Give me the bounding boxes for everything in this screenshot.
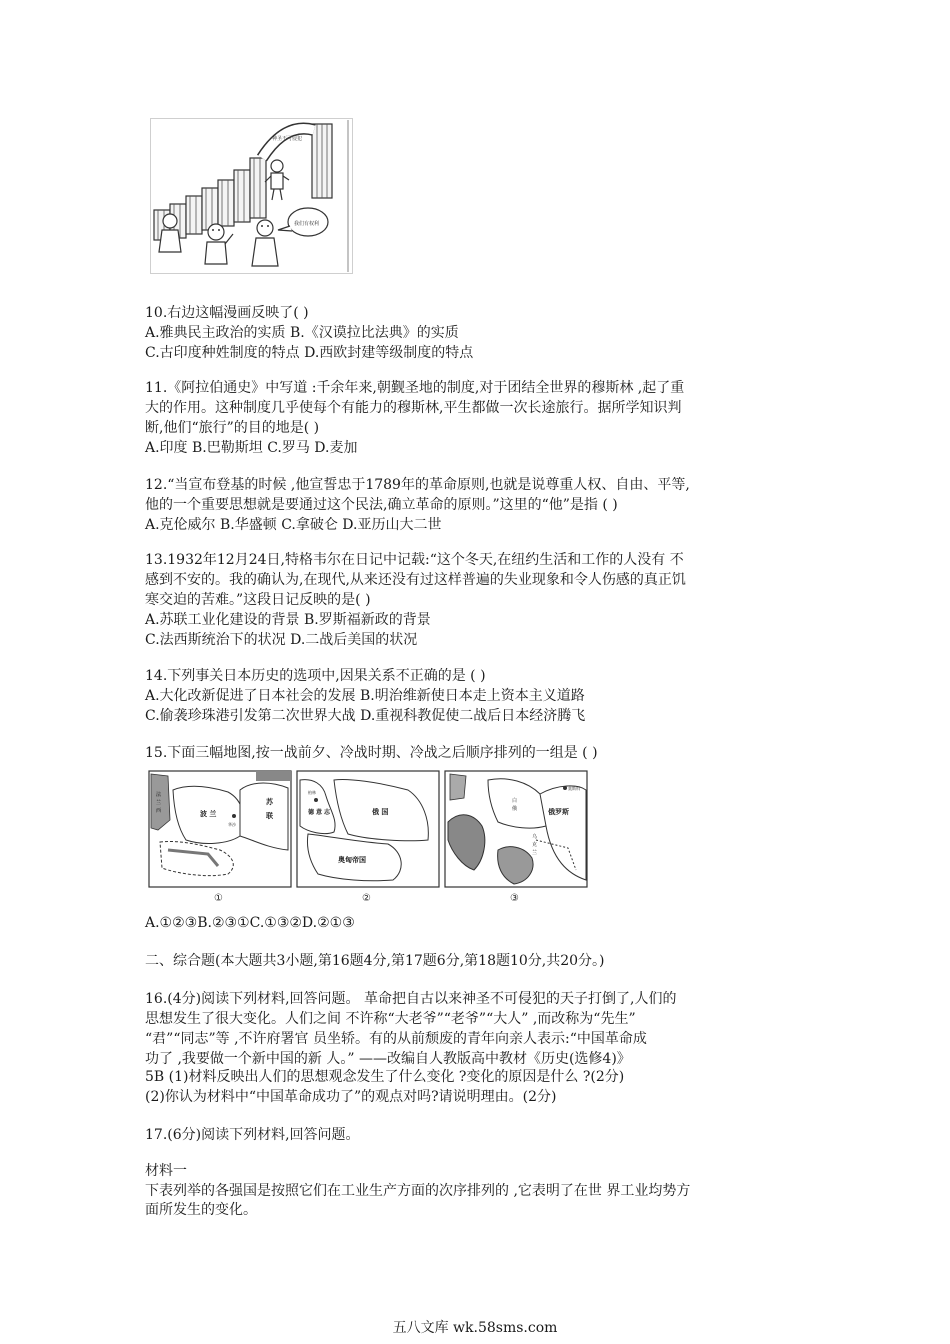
q13-line-2: 感到不安的。我的确认为,在现代,从来还没有过这样普遍的失业现象和令人伤感的真正饥 <box>145 572 686 588</box>
q10-options-1: A.雅典民主政治的实质 B.《汉谟拉比法典》的实质 <box>145 325 459 341</box>
q14-stem: 14.下列事关日本历史的选项中,因果关系不正确的是 ( ) <box>145 668 486 684</box>
map-1-label: 西 <box>156 808 162 814</box>
map-1-label: 波 兰 <box>200 810 217 818</box>
map-1-label: 法 <box>156 792 162 798</box>
map-3 <box>445 771 587 904</box>
q17-line-2: 面所发生的变化。 <box>145 1202 257 1218</box>
map-1-label: 苏 <box>266 798 273 806</box>
map-3-label: 莫斯科 <box>568 786 580 791</box>
q14-options-2: C.偷袭珍珠港引发第二次世界大战 D.重视科教促使二战后日本经济腾飞 <box>145 708 586 724</box>
q11-options: A.印度 B.巴勒斯坦 C.罗马 D.麦加 <box>145 440 358 456</box>
q15-stem: 15.下面三幅地图,按一战前夕、冷战时期、冷战之后顺序排列的一组是 ( ) <box>145 745 598 761</box>
q13-options-1: A.苏联工业化建设的背景 B.罗斯福新政的背景 <box>145 612 431 628</box>
map-1-label: 兰 <box>156 800 162 806</box>
cartoon-illustration <box>150 118 353 274</box>
q16-line-4: 功了 ,我要做一个新中国的新 人。” ——改编自人教版高中教材《历史(选修4)》 <box>145 1051 631 1067</box>
q15-options: A.①②③B.②③①C.①③②D.②①③ <box>145 915 355 931</box>
q11-line-2: 大的作用。这种制度几乎使每个有能力的穆斯林,平生都做一次长途旅行。据所学知识判 <box>145 400 682 416</box>
q11-line-3: 断,他们“旅行”的目的地是( ) <box>145 420 320 436</box>
q17-line-1: 下表列举的各强国是按照它们在工业生产方面的次序排列的 ,它表明了在世 界工业均势方 <box>145 1183 691 1199</box>
map-2 <box>297 771 439 904</box>
q12-line-2: 他的一个重要思想就是要通过这个民法,确立革命的原则。”这里的“他”是指 ( ) <box>145 497 618 513</box>
map-3-label: 兰 <box>532 850 538 856</box>
q13-line-1: 13.1932年12月24日,特格韦尔在日记中记载:“这个冬天,在纽约生活和工作的人没有 不 <box>145 552 684 568</box>
q11-line-1: 11.《阿拉伯通史》中写道 :千余年来,朝觐圣地的制度,对于团结全世界的穆斯林 ,起了重 <box>145 380 685 396</box>
map-1 <box>149 771 291 904</box>
q16-line-3: “君”“同志”等 ,不许府署官 员坐轿。有的从前颓废的青年向亲人表示:“中国革命成 <box>145 1031 647 1047</box>
q14-options-1: A.大化改新促进了日本社会的发展 B.明治维新使日本走上资本主义道路 <box>145 688 585 704</box>
q12-options: A.克伦威尔 B.华盛顿 C.拿破仑 D.亚历山大二世 <box>145 517 442 533</box>
map-3-label: 俄罗斯 <box>548 808 569 816</box>
map-3-label: 俄 <box>512 806 518 812</box>
q13-options-2: C.法西斯统治下的状况 D.二战后美国的状况 <box>145 632 418 648</box>
q10-options-2: C.古印度种姓制度的特点 D.西欧封建等级制度的特点 <box>145 345 474 361</box>
cartoon-banner-text: 神圣不可侵犯 <box>272 136 303 142</box>
map-3-label: 克 <box>532 842 538 848</box>
map-1-label: 联 <box>266 812 273 820</box>
map-2-label: 俄 国 <box>372 808 389 816</box>
q16-line-1: 16.(4分)阅读下列材料,回答问题。 革命把自古以来神圣不可侵犯的天子打倒了,人们的 <box>145 991 677 1007</box>
q10-stem: 10.右边这幅漫画反映了( ) <box>145 305 309 321</box>
map-2-label: 德 <box>308 809 315 816</box>
map-3-label: 白 <box>512 798 518 804</box>
cartoon-bubble-text: 我们有权利 <box>294 221 320 227</box>
map-2-label: 意 <box>316 809 323 816</box>
q16-line-6: (2)你认为材料中“中国革命成功了”的观点对吗?请说明理由。(2分) <box>145 1089 557 1105</box>
section-2-title: 二、综合题(本大题共3小题,第16题4分,第17题6分,第18题10分,共20分。) <box>145 953 605 969</box>
map-2-label: 柏林 <box>308 790 316 795</box>
q16-line-2: 思想发生了很大变化。人们之间 不许称“大老爷”“老爷”“大人” ,而改称为“先生” <box>145 1011 636 1027</box>
map-2-label: 奥匈帝国 <box>338 856 366 864</box>
q17-stem: 17.(6分)阅读下列材料,回答问题。 <box>145 1127 360 1143</box>
map-1-caption: ① <box>214 893 223 904</box>
map-1-label: 华沙 <box>228 822 236 827</box>
map-2-caption: ② <box>362 893 371 904</box>
footer-watermark: 五八文库 wk.58sms.com <box>392 1320 558 1336</box>
q17-material-title: 材料一 <box>145 1163 187 1179</box>
map-2-label: 志 <box>324 809 331 816</box>
q13-line-3: 寒交迫的苦难。”这段日记反映的是( ) <box>145 592 371 608</box>
map-3-caption: ③ <box>510 893 519 904</box>
q16-line-5: 5B (1)材料反映出人们的思想观念发生了什么变化 ?变化的原因是什么 ?(2分) <box>145 1069 625 1085</box>
q12-line-1: 12.“当宣布登基的时候 ,他宣誓忠于1789年的革命原则,也就是说尊重人权、自由、平等, <box>145 477 690 493</box>
historical-maps <box>148 770 590 906</box>
map-3-label: 乌 <box>532 834 538 840</box>
